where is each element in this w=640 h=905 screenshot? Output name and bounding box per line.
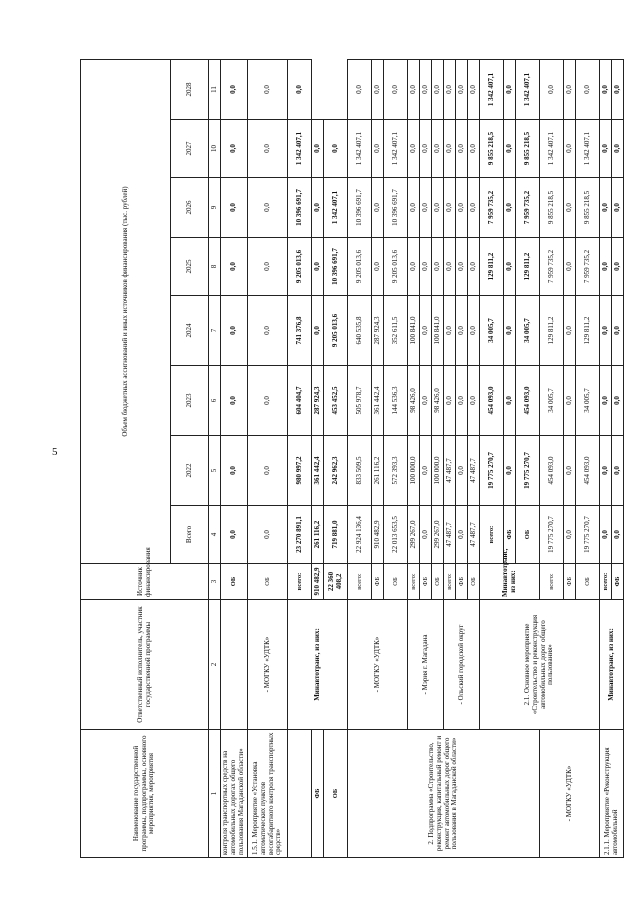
value-cell: 0,0 bbox=[221, 60, 248, 120]
header-volume: Объем бюджетных ассигнований и иных источников финансирования (тыс. рублей) bbox=[81, 60, 171, 564]
source-cell: всего: bbox=[480, 506, 504, 564]
value-cell: 0,0 bbox=[420, 366, 432, 436]
value-cell: 604 404,7 bbox=[288, 366, 312, 436]
value-cell: 1 342 407,1 bbox=[480, 60, 504, 120]
row-name-cell: - Мэрия г. Магадана bbox=[408, 600, 444, 730]
value-cell: 98 426,0 bbox=[432, 366, 444, 436]
value-cell: 0,0 bbox=[408, 238, 420, 296]
col-number: 1 bbox=[209, 730, 221, 858]
value-cell: 1 342 407,1 bbox=[576, 120, 600, 178]
value-cell: 0,0 bbox=[312, 296, 324, 366]
value-cell: 0,0 bbox=[504, 60, 516, 120]
source-cell: ФБ bbox=[564, 564, 576, 600]
value-cell: 0,0 bbox=[248, 506, 288, 564]
value-cell: 0,0 bbox=[456, 506, 468, 564]
executor-cell: - МОГКУ «УДТК» bbox=[248, 600, 288, 730]
header-name: Наименование государственной программы, подпрограммы, основного мероприятия, мероприятия bbox=[81, 730, 209, 858]
value-cell: 0,0 bbox=[504, 436, 516, 506]
value-cell: 9 205 013,6 bbox=[288, 238, 312, 296]
value-cell: 361 442,4 bbox=[372, 366, 384, 436]
table-row bbox=[248, 60, 288, 858]
table-row bbox=[288, 60, 312, 858]
col-number: 4 bbox=[209, 506, 221, 564]
value-cell: 10 396 691,7 bbox=[288, 178, 312, 238]
col-number: 9 bbox=[209, 178, 221, 238]
executor-cell: Минавтотранс, из них: bbox=[288, 600, 348, 730]
header-year: 2026 bbox=[171, 178, 209, 238]
value-cell: 1 342 407,1 bbox=[540, 120, 564, 178]
header-year: 2024 bbox=[171, 296, 209, 366]
value-cell: 0,0 bbox=[221, 506, 248, 564]
table-row bbox=[221, 60, 248, 858]
value-cell: 0,0 bbox=[248, 178, 288, 238]
header-year: 2023 bbox=[171, 366, 209, 436]
value-cell: 0,0 bbox=[444, 60, 456, 120]
value-cell: 0,0 bbox=[248, 238, 288, 296]
value-cell: 454 093,0 bbox=[576, 436, 600, 506]
value-cell: 7 959 735,2 bbox=[516, 178, 540, 238]
value-cell: 287 924,3 bbox=[372, 296, 384, 366]
source-cell: ОБ bbox=[516, 506, 540, 564]
value-cell: 0,0 bbox=[420, 60, 432, 120]
value-cell: 0,0 bbox=[456, 60, 468, 120]
table-row bbox=[312, 60, 324, 858]
value-cell: 910 482,9 bbox=[372, 506, 384, 564]
value-cell: 0,0 bbox=[612, 366, 624, 436]
value-cell: 242 962,3 bbox=[324, 436, 348, 506]
value-cell: 0,0 bbox=[408, 178, 420, 238]
value-cell: 833 509,5 bbox=[348, 436, 372, 506]
value-cell: 0,0 bbox=[564, 436, 576, 506]
value-cell: 1 342 407,1 bbox=[384, 120, 408, 178]
row-name-cell: - Ольский городской округ bbox=[444, 600, 480, 730]
value-cell: 98 426,0 bbox=[408, 366, 420, 436]
value-cell: 572 393,3 bbox=[384, 436, 408, 506]
value-cell: 9 855 218,5 bbox=[480, 120, 504, 178]
value-cell: 0,0 bbox=[456, 238, 468, 296]
col-number: 5 bbox=[209, 436, 221, 506]
value-cell: 0,0 bbox=[248, 296, 288, 366]
value-cell: 47 487,7 bbox=[444, 436, 456, 506]
value-cell: 0,0 bbox=[612, 238, 624, 296]
value-cell: 22 013 653,5 bbox=[384, 506, 408, 564]
row-name-cell: контроля транспортных средств на автомобильных дорогах общего пользования Магаданской области» bbox=[221, 730, 248, 858]
value-cell: 0,0 bbox=[221, 120, 248, 178]
value-cell: 0,0 bbox=[612, 178, 624, 238]
table-row bbox=[600, 60, 612, 858]
value-cell: 0,0 bbox=[456, 120, 468, 178]
row-name-cell bbox=[288, 730, 312, 858]
value-cell: 505 978,7 bbox=[348, 366, 372, 436]
value-cell: 0,0 bbox=[600, 120, 612, 178]
value-cell: 0,0 bbox=[564, 506, 576, 564]
value-cell: 0,0 bbox=[504, 296, 516, 366]
col-number: 10 bbox=[209, 120, 221, 178]
value-cell: 100 000,0 bbox=[408, 436, 420, 506]
value-cell: 0,0 bbox=[312, 120, 324, 178]
value-cell: 0,0 bbox=[372, 60, 384, 120]
value-cell: 0,0 bbox=[444, 120, 456, 178]
source-cell: ФБ bbox=[420, 564, 432, 600]
value-cell: 261 116,2 bbox=[312, 506, 324, 564]
value-cell: 0,0 bbox=[564, 366, 576, 436]
source-cell: ОБ bbox=[576, 564, 600, 600]
source-cell: всего: bbox=[444, 564, 456, 600]
value-cell: 454 093,0 bbox=[480, 366, 504, 436]
row-name-cell: 2.1.1. Мероприятие «Реконструкция автомобильной bbox=[600, 730, 624, 858]
value-cell: 34 005,7 bbox=[576, 366, 600, 436]
value-cell: 0,0 bbox=[372, 178, 384, 238]
source-cell: ФБ bbox=[372, 564, 384, 600]
value-cell: 0,0 bbox=[312, 238, 324, 296]
value-cell: 34 005,7 bbox=[516, 296, 540, 366]
value-cell: 19 775 270,7 bbox=[516, 436, 540, 506]
value-cell: 0,0 bbox=[564, 238, 576, 296]
value-cell: 0,0 bbox=[444, 366, 456, 436]
table-viewport bbox=[80, 60, 621, 858]
value-cell: 47 487,7 bbox=[468, 436, 480, 506]
value-cell: 22 360 408,2 bbox=[324, 564, 348, 600]
value-cell: 0,0 bbox=[564, 60, 576, 120]
value-cell: 100 841,0 bbox=[432, 296, 444, 366]
source-cell: ОБ bbox=[324, 730, 348, 858]
value-cell: 0,0 bbox=[248, 60, 288, 120]
header-year: 2025 bbox=[171, 238, 209, 296]
source-cell: всего: bbox=[540, 564, 564, 600]
value-cell: 0,0 bbox=[248, 366, 288, 436]
value-cell: 299 267,0 bbox=[432, 506, 444, 564]
value-cell: 0,0 bbox=[420, 296, 432, 366]
executor-cell bbox=[221, 600, 248, 730]
value-cell: 47 487,7 bbox=[444, 506, 456, 564]
value-cell: 1 342 407,1 bbox=[288, 120, 312, 178]
source-cell: ОБ bbox=[384, 564, 408, 600]
value-cell: 100 000,0 bbox=[432, 436, 444, 506]
value-cell: 0,0 bbox=[432, 238, 444, 296]
value-cell: 0,0 bbox=[504, 178, 516, 238]
value-cell: 0,0 bbox=[612, 436, 624, 506]
value-cell: 7 959 735,2 bbox=[480, 178, 504, 238]
value-cell: 0,0 bbox=[221, 296, 248, 366]
value-cell: 0,0 bbox=[444, 178, 456, 238]
value-cell: 0,0 bbox=[600, 506, 612, 564]
value-cell: 9 855 218,5 bbox=[576, 178, 600, 238]
row-name-cell: 2.1. Основное мероприятие «Строительство и реконструкция автомобильных дорог общего пользования» bbox=[480, 600, 600, 730]
value-cell: 22 924 136,4 bbox=[348, 506, 372, 564]
value-cell: 0,0 bbox=[420, 178, 432, 238]
value-cell: 9 855 218,5 bbox=[516, 120, 540, 178]
value-cell: 19 775 270,7 bbox=[480, 436, 504, 506]
value-cell: 0,0 bbox=[408, 120, 420, 178]
value-cell: 0,0 bbox=[468, 238, 480, 296]
value-cell: 0,0 bbox=[372, 120, 384, 178]
value-cell: 0,0 bbox=[600, 366, 612, 436]
source-cell: ОБ bbox=[221, 564, 248, 600]
value-cell: 0,0 bbox=[564, 178, 576, 238]
header-year: 2028 bbox=[171, 60, 209, 120]
value-cell: 0,0 bbox=[468, 178, 480, 238]
rotated-table-wrapper bbox=[80, 60, 621, 858]
value-cell: 719 881,0 bbox=[324, 506, 348, 564]
row-name-cell: 1.5.1. Мероприятие «Установка автоматических пунктов весогабаритного контроля транспортных средств» bbox=[248, 730, 288, 858]
source-cell: всего: bbox=[408, 564, 420, 600]
source-cell: ОБ bbox=[248, 564, 288, 600]
value-cell: 0,0 bbox=[372, 238, 384, 296]
value-cell: 1 342 407,1 bbox=[324, 178, 348, 238]
source-cell: всего: bbox=[288, 564, 312, 600]
row-name-cell: - МОГКУ «УДТК» bbox=[540, 730, 600, 858]
col-number: 11 bbox=[209, 60, 221, 120]
value-cell: 0,0 bbox=[221, 238, 248, 296]
value-cell: 0,0 bbox=[576, 60, 600, 120]
value-cell: 23 270 891,1 bbox=[288, 506, 312, 564]
header-year: 2027 bbox=[171, 120, 209, 178]
value-cell: 0,0 bbox=[600, 296, 612, 366]
value-cell: 0,0 bbox=[432, 178, 444, 238]
value-cell: 0,0 bbox=[504, 238, 516, 296]
source-cell: ФБ bbox=[504, 506, 516, 564]
value-cell: 980 997,2 bbox=[288, 436, 312, 506]
value-cell: 1 342 407,1 bbox=[348, 120, 372, 178]
col-number: 3 bbox=[209, 564, 221, 600]
value-cell: 0,0 bbox=[248, 436, 288, 506]
header-year: 2022 bbox=[171, 436, 209, 506]
executor-cell: Минавтотранс, из них: bbox=[600, 600, 624, 730]
source-cell: всего: bbox=[600, 564, 612, 600]
value-cell: 0,0 bbox=[456, 366, 468, 436]
value-cell: 0,0 bbox=[468, 366, 480, 436]
value-cell: 0,0 bbox=[408, 60, 420, 120]
row-name-cell: 2. Подпрограмма «Строительство, реконструкция, капитальный ремонт и ремонт автомобильных дорог общего пользования в Магаданской области» bbox=[348, 730, 540, 858]
value-cell: 0,0 bbox=[420, 506, 432, 564]
value-cell: 0,0 bbox=[312, 178, 324, 238]
value-cell: 0,0 bbox=[444, 238, 456, 296]
source-cell: ОБ bbox=[468, 564, 480, 600]
page-number: 5 bbox=[52, 446, 58, 458]
value-cell: 0,0 bbox=[384, 60, 408, 120]
value-cell: 0,0 bbox=[456, 436, 468, 506]
col-number: 7 bbox=[209, 296, 221, 366]
value-cell: 299 267,0 bbox=[408, 506, 420, 564]
value-cell: 0,0 bbox=[612, 60, 624, 120]
value-cell: 9 855 218,5 bbox=[540, 178, 564, 238]
value-cell: 0,0 bbox=[564, 120, 576, 178]
value-cell: 0,0 bbox=[444, 296, 456, 366]
value-cell: 144 536,3 bbox=[384, 366, 408, 436]
col-number: 6 bbox=[209, 366, 221, 436]
value-cell: 0,0 bbox=[600, 60, 612, 120]
value-cell: 261 116,2 bbox=[372, 436, 384, 506]
financing-table bbox=[80, 59, 624, 858]
source-cell: ФБ bbox=[456, 564, 468, 600]
value-cell: 0,0 bbox=[348, 60, 372, 120]
value-cell: 100 841,0 bbox=[408, 296, 420, 366]
value-cell: 9 205 013,6 bbox=[324, 296, 348, 366]
value-cell: 129 811,2 bbox=[480, 238, 504, 296]
value-cell: 0,0 bbox=[504, 120, 516, 178]
value-cell: 0,0 bbox=[612, 506, 624, 564]
value-cell: 0,0 bbox=[288, 60, 312, 120]
value-cell: 0,0 bbox=[432, 60, 444, 120]
value-cell: 9 205 013,6 bbox=[348, 238, 372, 296]
value-cell: 129 811,2 bbox=[516, 238, 540, 296]
value-cell: 352 611,5 bbox=[384, 296, 408, 366]
value-cell: 0,0 bbox=[540, 60, 564, 120]
value-cell: 0,0 bbox=[248, 120, 288, 178]
value-cell: 0,0 bbox=[221, 436, 248, 506]
value-cell: 1 342 407,1 bbox=[516, 60, 540, 120]
value-cell: 640 535,8 bbox=[348, 296, 372, 366]
value-cell: 9 205 013,6 bbox=[384, 238, 408, 296]
value-cell: 0,0 bbox=[612, 120, 624, 178]
value-cell: 10 396 691,7 bbox=[384, 178, 408, 238]
value-cell: 0,0 bbox=[420, 436, 432, 506]
col-number: 8 bbox=[209, 238, 221, 296]
value-cell: 7 959 735,2 bbox=[576, 238, 600, 296]
value-cell: 0,0 bbox=[432, 120, 444, 178]
value-cell: 0,0 bbox=[456, 296, 468, 366]
value-cell: 454 093,0 bbox=[516, 366, 540, 436]
executor-cell: Минавтотранс, из них: bbox=[480, 564, 540, 600]
value-cell: 0,0 bbox=[420, 120, 432, 178]
value-cell: 129 811,2 bbox=[540, 296, 564, 366]
col-number: 2 bbox=[209, 600, 221, 730]
value-cell: 0,0 bbox=[612, 296, 624, 366]
table-row bbox=[540, 60, 564, 858]
value-cell: 0,0 bbox=[456, 178, 468, 238]
table-row bbox=[348, 60, 372, 858]
header-source: Источник финансирования bbox=[81, 564, 209, 600]
executor-cell: - МОГКУ «УДТК» bbox=[348, 600, 408, 730]
value-cell: 741 376,8 bbox=[288, 296, 312, 366]
value-cell: 0,0 bbox=[504, 366, 516, 436]
source-cell: ФБ bbox=[312, 730, 324, 858]
value-cell: 34 005,7 bbox=[480, 296, 504, 366]
value-cell: 0,0 bbox=[468, 60, 480, 120]
header-year: Всего bbox=[171, 506, 209, 564]
value-cell: 0,0 bbox=[420, 238, 432, 296]
value-cell: 19 775 270,7 bbox=[540, 506, 564, 564]
value-cell: 0,0 bbox=[564, 296, 576, 366]
table-row bbox=[324, 60, 348, 858]
value-cell: 0,0 bbox=[324, 120, 348, 178]
value-cell: 454 093,0 bbox=[540, 436, 564, 506]
value-cell: 34 005,7 bbox=[540, 366, 564, 436]
value-cell: 47 487,7 bbox=[468, 506, 480, 564]
value-cell: 10 396 691,7 bbox=[348, 178, 372, 238]
value-cell: 19 775 270,7 bbox=[576, 506, 600, 564]
value-cell: 0,0 bbox=[221, 366, 248, 436]
source-cell: всего: bbox=[348, 564, 372, 600]
value-cell: 453 452,5 bbox=[324, 366, 348, 436]
header-executor: Ответственный исполнитель, участник государственной программы bbox=[81, 600, 209, 730]
value-cell: 0,0 bbox=[221, 178, 248, 238]
value-cell: 361 442,4 bbox=[312, 436, 324, 506]
value-cell: 129 811,2 bbox=[576, 296, 600, 366]
value-cell: 287 924,3 bbox=[312, 366, 324, 436]
value-cell: 0,0 bbox=[600, 178, 612, 238]
source-cell: ФБ bbox=[612, 564, 624, 600]
value-cell: 0,0 bbox=[600, 238, 612, 296]
value-cell: 10 396 691,7 bbox=[324, 238, 348, 296]
value-cell: 7 959 735,2 bbox=[540, 238, 564, 296]
value-cell: 0,0 bbox=[600, 436, 612, 506]
source-cell: ОБ bbox=[432, 564, 444, 600]
value-cell: 910 482,9 bbox=[312, 564, 324, 600]
value-cell: 0,0 bbox=[468, 120, 480, 178]
value-cell: 0,0 bbox=[468, 296, 480, 366]
